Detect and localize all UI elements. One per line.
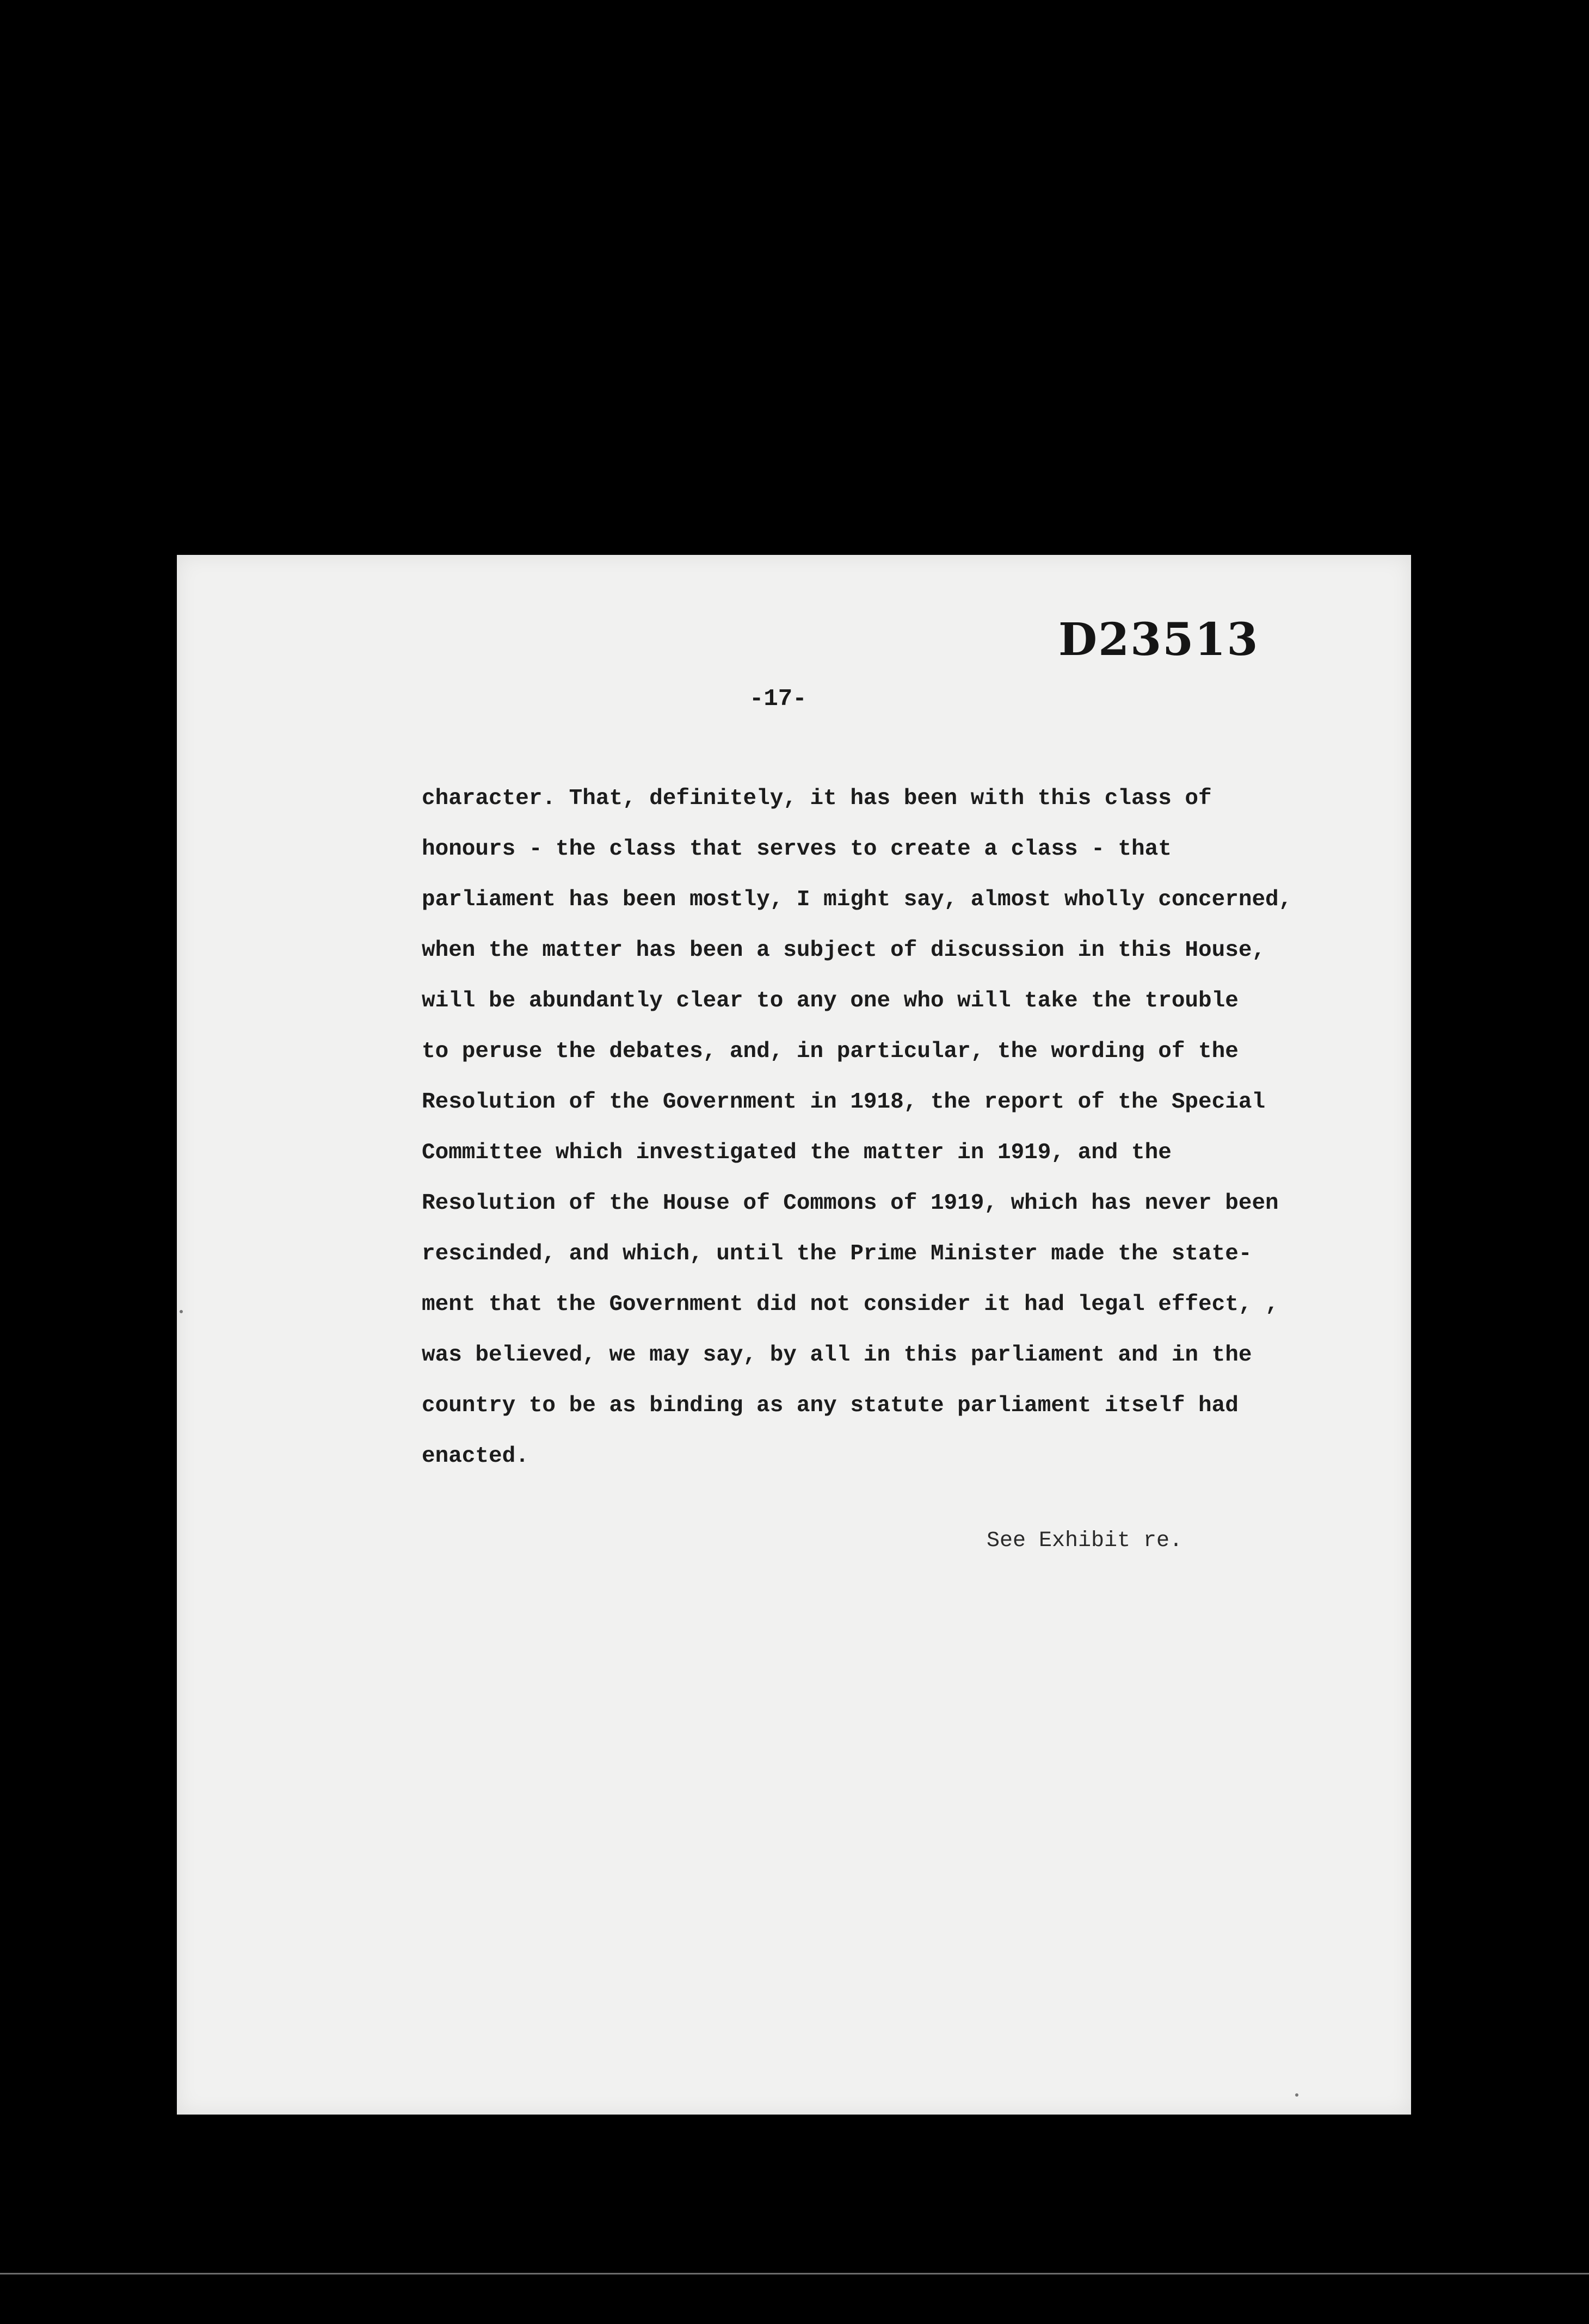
document-page: [177, 555, 1411, 2115]
text-line: Resolution of the House of Commons of 1919, which has never been: [422, 1191, 1279, 1216]
page-number: -17-: [749, 685, 807, 713]
text-line: honours - the class that serves to create a class - that: [422, 837, 1172, 862]
microfilm-edge-line: [0, 2273, 1589, 2274]
text-line: will be abundantly clear to any one who will take the trouble: [422, 988, 1239, 1013]
text-line: Committee which investigated the matter in 1919, and the: [422, 1140, 1172, 1165]
text-line: parliament has been mostly, I might say, almost wholly concerned,: [422, 887, 1292, 912]
text-line: country to be as binding as any statute parliament itself had: [422, 1393, 1239, 1418]
exhibit-note: See Exhibit re.: [987, 1529, 1183, 1553]
text-line: rescinded, and which, until the Prime Minister made the state-: [422, 1241, 1252, 1266]
text-line: to peruse the debates, and, in particular, the wording of the: [422, 1039, 1239, 1064]
scan-speck: [180, 1310, 183, 1313]
scan-speck: [1295, 2093, 1298, 2097]
body-text: [422, 774, 1292, 1482]
text-line: ment that the Government did not consider it had legal effect, ,: [422, 1292, 1279, 1317]
text-line: when the matter has been a subject of discussion in this House,: [422, 938, 1266, 963]
text-line: was believed, we may say, by all in this parliament and in the: [422, 1343, 1252, 1368]
text-line: Resolution of the Government in 1918, the report of the Special: [422, 1090, 1266, 1115]
text-line: character. That, definitely, it has been with this class of: [422, 786, 1212, 811]
document-number-stamp: D23513: [1058, 614, 1259, 666]
text-line: enacted.: [422, 1444, 529, 1469]
